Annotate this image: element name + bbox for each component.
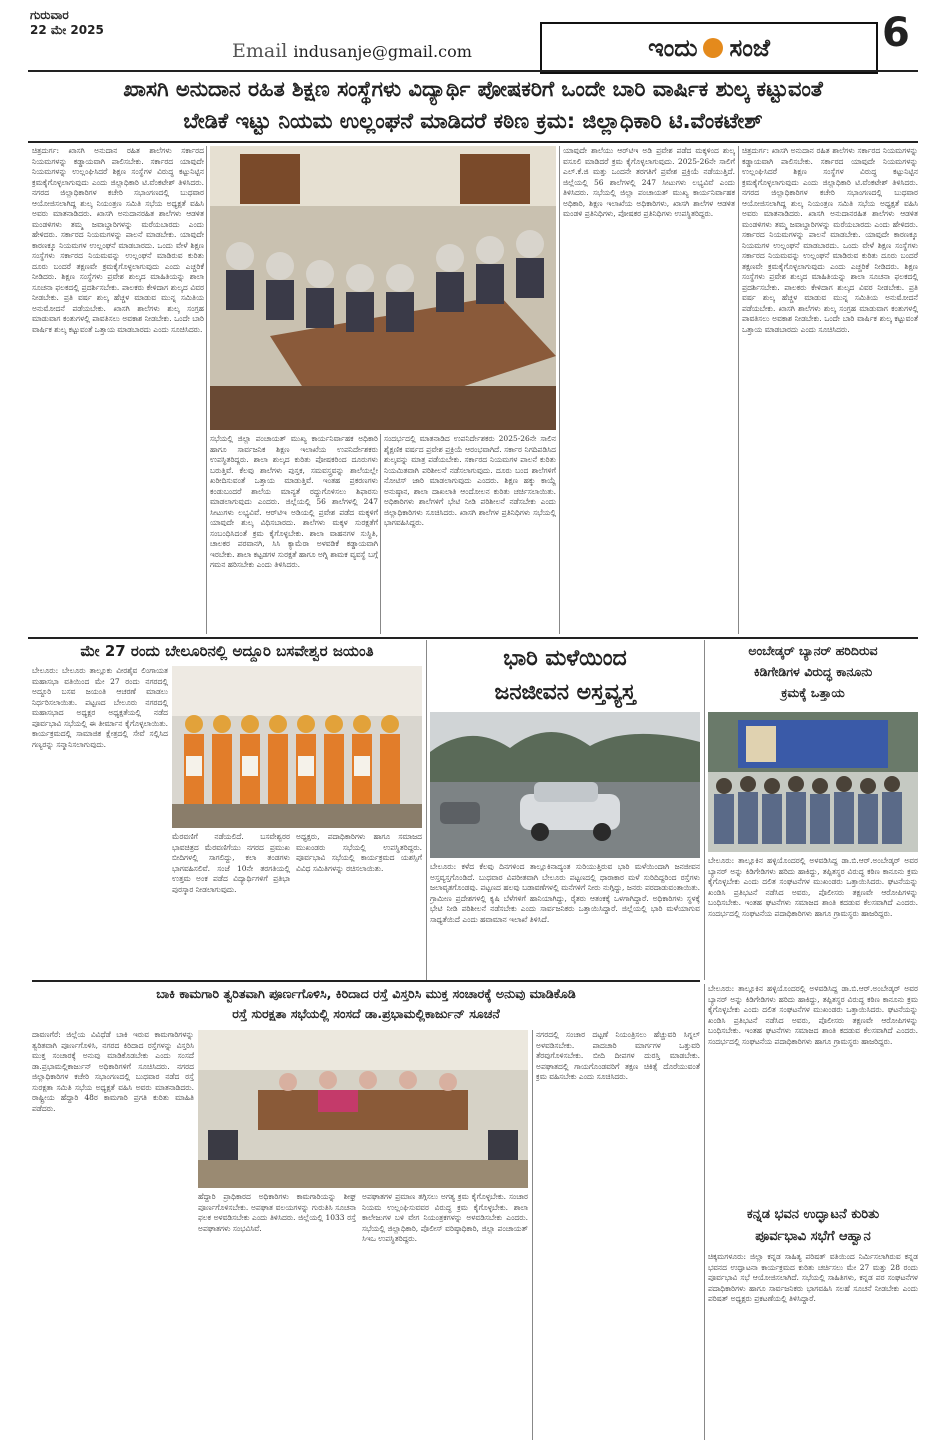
story3-body: ಬೇಲೂರು: ಕಳೆದ ಕೆಲವು ದಿನಗಳಿಂದ ತಾಲ್ಲೂಕಿನಾದ್ಯಂತ ಸುರಿಯುತ್ತಿರುವ ಭಾರಿ ಮಳೆಯಿಂದಾಗಿ ಜನಜೀವನ ಅಸ್ತವ್ಯಸ್ತಗೊಂಡಿದೆ. ಬುಧವಾರ ವಿಪರೀತವಾಗಿ ಬೇಲೂರು ಪಟ್ಟಣದಲ್ಲಿ ಧಾರಾಕಾರ ಮಳೆ ಸುರಿದಿದ್ದರಿಂದ ರಸ್ತೆಗಳು ಜಲಾವೃತಗೊಂಡವು. ಪಟ್ಟಣದ ಹಲವು ಬಡಾವಣೆಗಳಲ್ಲಿ ಮನೆಗಳಿಗೆ ನೀರು ನುಗ್ಗಿದ್ದು, ಜನರು ಪರದಾಡುವಂತಾಯಿತು. ಗ್ರಾಮೀಣ ಪ್ರದೇಶಗಳಲ್ಲಿ ಕೃಷಿ ಬೆಳೆಗಳಿಗೆ ಹಾನಿಯಾಗಿದ್ದು, ರೈತರು ಆತಂಕಕ್ಕೆ ಒಳಗಾಗಿದ್ದಾರೆ. ಅಧಿಕಾರಿಗಳು ಸ್ಥಳಕ್ಕೆ ಭೇಟಿ ನೀಡಿ ಪರಿಶೀಲನೆ ನಡೆಸಬೇಕು ಎಂದು ಸಾರ್ವಜನಿಕರು ಒತ್ತಾಯಿಸಿದ್ದಾರೆ. ಜಿಲ್ಲೆಯಲ್ಲಿ ಭಾರಿ ಮಳೆಯಾಗುವ ಸಾಧ್ಯತೆಯಿದೆ ಎಂದು ಹವಾಮಾನ ಇಲಾಖೆ ತಿಳಿಸಿದೆ. xyxy=(430,862,700,924)
story2-column-2: ಮೆರವಣಿಗೆ ನಡೆಯಲಿದೆ. ಬಸವೇಶ್ವರರ ಭಾವಚಿತ್ರದ ಮೆರವಣಿಗೆಯು ನಗರದ ಪ್ರಮುಖ ಬೀದಿಗಳಲ್ಲಿ ಸಾಗಲಿದ್ದು, ಕಲಾ ತಂಡಗಳು ಭಾಗವಹಿಸಲಿವೆ. ಸಂಜೆ 10ನೇ ತರಗತಿಯಲ್ಲಿ ಉತ್ತಮ ಅಂಕ ಪಡೆದ ವಿದ್ಯಾರ್ಥಿಗಳಿಗೆ ಪ್ರತಿಭಾ ಪುರಸ್ಕಾರ ನೀಡಲಾಗುವುದು. xyxy=(172,832,290,894)
story4-body-continued: ಬೇಲೂರು: ತಾಲ್ಲೂಕಿನ ಹಳ್ಳಿಯೊಂದರಲ್ಲಿ ಅಳವಡಿಸಿದ್ದ ಡಾ.ಬಿ.ಆರ್.ಅಂಬೇಡ್ಕರ್ ಅವರ ಬ್ಯಾನರ್ ಅನ್ನು ಕಿಡಿಗೇಡಿಗಳು ಹರಿದು ಹಾಕಿದ್ದು, ತಪ್ಪಿತಸ್ಥರ ವಿರುದ್ಧ ಕಠಿಣ ಕಾನೂನು ಕ್ರಮ ಕೈಗೊಳ್ಳಬೇಕು ಎಂದು ದಲಿತ ಸಂಘಟನೆಗಳ ಮುಖಂಡರು ಒತ್ತಾಯಿಸಿದರು. ಘಟನೆಯನ್ನು ಖಂಡಿಸಿ ಪ್ರತಿಭಟನೆ ನಡೆಸಿದ ಅವರು, ಪೊಲೀಸರು ತಕ್ಷಣವೇ ಆರೋಪಿಗಳನ್ನು ಬಂಧಿಸಬೇಕು. ಇಂತಹ ಘಟನೆಗಳು ಸಮಾಜದ ಶಾಂತಿ ಕದಡುವ ಕೆಲಸವಾಗಿದೆ ಎಂದರು. ಸಂದರ್ಭದಲ್ಲಿ ಸಂಘಟನೆಯ ಪದಾಧಿಕಾರಿಗಳು ಹಾಗೂ ಗ್ರಾಮಸ್ಥರು ಹಾಜರಿದ್ದರು. xyxy=(708,984,918,1046)
story2-photo xyxy=(172,666,422,828)
story1-column-1: ಚಿತ್ರದುರ್ಗ: ಖಾಸಗಿ ಅನುದಾನ ರಹಿತ ಶಾಲೆಗಳು ಸರ್ಕಾರದ ನಿಯಮಗಳನ್ನು ಕಡ್ಡಾಯವಾಗಿ ಪಾಲಿಸಬೇಕು. ಸರ್ಕಾರದ ಯಾವುದೇ ನಿಯಮಗಳನ್ನು ಉಲ್ಲಂಘಿಸಿದರೆ ಶಿಕ್ಷಣ ಸಂಸ್ಥೆಗಳ ವಿರುದ್ಧ ಕಟ್ಟುನಿಟ್ಟಿನ ಕ್ರಮಕೈಗೊಳ್ಳಲಾಗುವುದು ಎಂದು ಜಿಲ್ಲಾಧಿಕಾರಿ ಟಿ.ವೆಂಕಟೇಶ್ ತಿಳಿಸಿದರು. ನಗರದ ಜಿಲ್ಲಾಧಿಕಾರಿಗಳ ಕಚೇರಿ ಸಭಾಂಗಣದಲ್ಲಿ ಬುಧವಾರ ಆಯೋಜಿಸಲಾಗಿದ್ದ ಶುಲ್ಕ ನಿಯಂತ್ರಣ ಸಮಿತಿ ಸಭೆಯ ಅಧ್ಯಕ್ಷತೆ ವಹಿಸಿ ಅವರು ಮಾತನಾಡಿದರು. ಖಾಸಗಿ ಅನುದಾನರಹಿತ ಶಾಲೆಗಳು ಆಡಳಿತ ಮಂಡಳಿಗಳು ತಮ್ಮ ಜವಾಬ್ದಾರಿಗಳನ್ನು ಮರೆಯಬಾರದು ಎಂದು ಹೇಳಿದರು. ಸರ್ಕಾರದ ನಿಯಮಗಳನ್ನು ಪಾಲನೆ ಮಾಡಬೇಕು. ಯಾವುದೇ ಕಾರಣಕ್ಕೂ ನಿಯಮಗಳ ಉಲ್ಲಂಘನೆ ಮಾಡಬಾರದು. ಒಂದು ವೇಳೆ ಶಿಕ್ಷಣ ಸಂಸ್ಥೆಗಳು ಸರ್ಕಾರದ ನಿಯಮವನ್ನು ಉಲ್ಲಂಘನೆ ಮಾಡಿರುವ ಕುರಿತು ದೂರು ಬಂದರೆ ತಕ್ಷಣವೇ ಕ್ರಮಕೈಗೊಳ್ಳಲಾಗುವುದು ಎಂದು ಎಚ್ಚರಿಕೆ ನೀಡಿದರು. ಶಿಕ್ಷಣ ಸಂಸ್ಥೆಗಳು ಪ್ರವೇಶ ಶುಲ್ಕದ ಮಾಹಿತಿಯನ್ನು ಶಾಲಾ ಸೂಚನಾ ಫಲಕದಲ್ಲಿ ಪ್ರದರ್ಶಿಸಬೇಕು. ಪಾಲಕರು ಕೇಳಿದಾಗ ಶುಲ್ಕದ ವಿವರ ನೀಡಬೇಕು. ಪ್ರತಿ ವರ್ಷ ಶುಲ್ಕ ಹೆಚ್ಚಳ ಮಾಡುವ ಮುನ್ನ ಸಮಿತಿಯ ಅನುಮೋದನೆ ಪಡೆಯಬೇಕು. ಖಾಸಗಿ ಶಾಲೆಗಳು ಶುಲ್ಕ ಸಂಗ್ರಹ ಮಾಡುವಾಗ ಕಂತುಗಳಲ್ಲಿ ಪಾವತಿಸಲು ಅವಕಾಶ ನೀಡಬೇಕು. ಒಂದೇ ಬಾರಿ ವಾರ್ಷಿಕ ಶುಲ್ಕ ಕಟ್ಟುವಂತೆ ಒತ್ತಾಯ ಮಾಡಬಾರದು ಎಂದು ಸೂಚಿಸಿದರು. xyxy=(32,146,204,334)
divider xyxy=(28,141,918,143)
story5-column-1: ದಾವಣಗೆರೆ: ಜಿಲ್ಲೆಯ ವಿವಿಧೆಡೆ ಬಾಕಿ ಇರುವ ಕಾಮಗಾರಿಗಳನ್ನು ತ್ವರಿತವಾಗಿ ಪೂರ್ಣಗೊಳಿಸಿ, ನಗರದ ಕಿರಿದಾದ ರಸ್ತೆಗಳನ್ನು ವಿಸ್ತರಿಸಿ ಮುಕ್ತ ಸಂಚಾರಕ್ಕೆ ಅನುವು ಮಾಡಿಕೊಡಬೇಕು ಎಂದು ಸಂಸದೆ ಡಾ.ಪ್ರಭಾಮಲ್ಲಿಕಾರ್ಜುನ್ ಅಧಿಕಾರಿಗಳಿಗೆ ಸೂಚಿಸಿದರು. ನಗರದ ಜಿಲ್ಲಾಧಿಕಾರಿಗಳ ಕಚೇರಿ ಸಭಾಂಗಣದಲ್ಲಿ ಬುಧವಾರ ನಡೆದ ರಸ್ತೆ ಸುರಕ್ಷತಾ ಸಮಿತಿ ಸಭೆಯ ಅಧ್ಯಕ್ಷತೆ ವಹಿಸಿ ಅವರು ಮಾತನಾಡಿದರು. ರಾಷ್ಟ್ರೀಯ ಹೆದ್ದಾರಿ 48ರ ಕಾಮಗಾರಿ ಪ್ರಗತಿ ಕುರಿತು ಮಾಹಿತಿ ಪಡೆದರು. xyxy=(32,1030,194,1113)
email-label: Email xyxy=(232,40,288,62)
story1-headline-1: ಖಾಸಗಿ ಅನುದಾನ ರಹಿತ ಶಿಕ್ಷಣ ಸಂಸ್ಥೆಗಳು ವಿದ್ಯಾರ್ಥಿ ಪೋಷಕರಿಗೆ ಒಂದೇ ಬಾರಿ ವಾರ್ಷಿಕ ಶುಲ್ಕ ಕಟ್ಟುವಂತೆ xyxy=(123,77,823,101)
story4-headline xyxy=(708,640,918,703)
rain-street-photo-icon xyxy=(430,712,700,858)
meeting-photo-icon xyxy=(210,146,556,430)
story3-headline-2: ಜನಜೀವನ ಅಸ್ತವ್ಯಸ್ತ xyxy=(494,680,636,705)
story1-photo xyxy=(210,146,556,430)
story6-headline xyxy=(708,1204,918,1248)
story1-headline-2: ಬೇಡಿಕೆ ಇಟ್ಟು ನಿಯಮ ಉಲ್ಲಂಘನೆ ಮಾಡಿದರೆ ಕಠಿಣ ಕ್ರಮ: ಜಿಲ್ಲಾಧಿಕಾರಿ ಟಿ.ವೆಂಕಟೇಶ್ xyxy=(183,109,763,133)
story1-column-3: ಸಂದರ್ಭದಲ್ಲಿ ಮಾತನಾಡಿದ ಉಪನಿರ್ದೇಶಕರು 2025-26ನೇ ಸಾಲಿನ ಶೈಕ್ಷಣಿಕ ವರ್ಷದ ಪ್ರವೇಶ ಪ್ರಕ್ರಿಯೆ ಆರಂಭವಾಗಿದೆ. ಸರ್ಕಾರ ನಿಗದಿಪಡಿಸಿದ ಶುಲ್ಕವನ್ನು ಮಾತ್ರ ಪಡೆಯಬೇಕು. ಸರ್ಕಾರದ ನಿಯಮಗಳ ಪಾಲನೆ ಕುರಿತು ನಿಯಮಿತವಾಗಿ ಪರಿಶೀಲನೆ ನಡೆಸಲಾಗುವುದು. ದೂರು ಬಂದ ಶಾಲೆಗಳಿಗೆ ನೋಟಿಸ್ ಜಾರಿ ಮಾಡಲಾಗುವುದು ಎಂದರು. ಶಿಕ್ಷಣ ಹಕ್ಕು ಕಾಯ್ದೆ ಅನುಷ್ಠಾನ, ಶಾಲಾ ದಾಖಲಾತಿ ಆಂದೋಲನ ಕುರಿತು ಚರ್ಚಿಸಲಾಯಿತು. ಅಧಿಕಾರಿಗಳು ಶಾಲೆಗಳಿಗೆ ಭೇಟಿ ನೀಡಿ ಪರಿಶೀಲನೆ ನಡೆಸಬೇಕು ಎಂದು ಜಿಲ್ಲಾಧಿಕಾರಿಗಳು ಸೂಚಿಸಿದರು. ಖಾಸಗಿ ಶಾಲೆಗಳ ಪ್ರತಿನಿಧಿಗಳು ಸಭೆಯಲ್ಲಿ ಭಾಗವಹಿಸಿದ್ದರು. xyxy=(384,434,556,527)
story1-column-4: ಯಾವುದೇ ಶಾಲೆಯು ಆರ್‌ಟಿಇ ಅಡಿ ಪ್ರವೇಶ ಪಡೆದ ಮಕ್ಕಳಿಂದ ಶುಲ್ಕ ವಸೂಲಿ ಮಾಡಿದರೆ ಕ್ರಮ ಕೈಗೊಳ್ಳಲಾಗುವುದು. 2025-26ನೇ ಸಾಲಿಗೆ ಎಲ್‌.ಕೆ.ಜಿ ಮತ್ತು ಒಂದನೇ ತರಗತಿಗೆ ಪ್ರವೇಶ ಪ್ರಕ್ರಿಯೆ ನಡೆಯುತ್ತಿದೆ. ಜಿಲ್ಲೆಯಲ್ಲಿ 56 ಶಾಲೆಗಳಲ್ಲಿ 247 ಸೀಟುಗಳು ಲಭ್ಯವಿವೆ ಎಂದು ತಿಳಿಸಿದರು. ಸಭೆಯಲ್ಲಿ ಜಿಲ್ಲಾ ಪಂಚಾಯತ್ ಮುಖ್ಯ ಕಾರ್ಯನಿರ್ವಾಹಕ ಅಧಿಕಾರಿ, ಶಿಕ್ಷಣ ಇಲಾಖೆಯ ಅಧಿಕಾರಿಗಳು, ಖಾಸಗಿ ಶಾಲೆಗಳ ಆಡಳಿತ ಮಂಡಳಿ ಪ್ರತಿನಿಧಿಗಳು, ಪೋಷಕರ ಪ್ರತಿನಿಧಿಗಳು ಉಪಸ್ಥಿತರಿದ್ದರು. xyxy=(563,146,735,218)
column-divider xyxy=(559,146,560,634)
story6-body: ಚಿಕ್ಕಮಗಳೂರು: ಜಿಲ್ಲಾ ಕನ್ನಡ ಸಾಹಿತ್ಯ ಪರಿಷತ್ ವತಿಯಿಂದ ನಿರ್ಮಿಸಲಾಗಿರುವ ಕನ್ನಡ ಭವನದ ಉದ್ಘಾಟನಾ ಕಾರ್ಯಕ್ರಮದ ಕುರಿತು ಚರ್ಚಿಸಲು ಮೇ 27 ಮತ್ತು 28 ರಂದು ಪೂರ್ವಭಾವಿ ಸಭೆ ಆಯೋಜಿಸಲಾಗಿದೆ. ಸಭೆಯಲ್ಲಿ ಸಾಹಿತಿಗಳು, ಕನ್ನಡ ಪರ ಸಂಘಟನೆಗಳ ಪದಾಧಿಕಾರಿಗಳು ಹಾಗೂ ಸಾರ್ವಜನಿಕರು ಭಾಗವಹಿಸಿ ಸಲಹೆ ಸೂಚನೆ ನೀಡಬೇಕು ಎಂದು ಪರಿಷತ್ ಅಧ್ಯಕ್ಷರು ಪ್ರಕಟಣೆಯಲ್ಲಿ ತಿಳಿಸಿದ್ದಾರೆ. xyxy=(708,1252,918,1303)
story5-column-2: ಹೆದ್ದಾರಿ ಪ್ರಾಧಿಕಾರದ ಅಧಿಕಾರಿಗಳು ಕಾಮಗಾರಿಯನ್ನು ಶೀಘ್ರ ಪೂರ್ಣಗೊಳಿಸಬೇಕು. ಅಪಘಾತ ವಲಯಗಳನ್ನು ಗುರುತಿಸಿ ಸೂಚನಾ ಫಲಕ ಅಳವಡಿಸಬೇಕು ಎಂದು ತಿಳಿಸಿದರು. ಜಿಲ್ಲೆಯಲ್ಲಿ 1033 ರಸ್ತೆ ಅಪಘಾತಗಳು ಸಂಭವಿಸಿವೆ. xyxy=(198,1192,356,1233)
column-divider xyxy=(426,640,427,980)
story6-headline-1: ಕನ್ನಡ ಭವನ ಉದ್ಘಾಟನೆ ಕುರಿತು xyxy=(746,1207,880,1222)
masthead xyxy=(0,0,945,72)
story5-photo xyxy=(198,1030,528,1188)
column-divider xyxy=(704,984,705,1440)
story2-column-3: ಅಧ್ಯಕ್ಷರು, ಪದಾಧಿಕಾರಿಗಳು ಹಾಗೂ ಸಮಾಜದ ಮುಖಂಡರು ಸಭೆಯಲ್ಲಿ ಉಪಸ್ಥಿತರಿದ್ದರು. ಪೂರ್ವಭಾವಿ ಸಭೆಯಲ್ಲಿ ಕಾರ್ಯಕ್ರಮದ ಯಶಸ್ಸಿಗೆ ವಿವಿಧ ಸಮಿತಿಗಳನ್ನು ರಚಿಸಲಾಯಿತು. xyxy=(296,832,422,873)
story5-column-3: ಅಪಘಾತಗಳ ಪ್ರಮಾಣ ತಗ್ಗಿಸಲು ಅಗತ್ಯ ಕ್ರಮ ಕೈಗೊಳ್ಳಬೇಕು. ಸಂಚಾರ ನಿಯಮ ಉಲ್ಲಂಘಿಸುವವರ ವಿರುದ್ಧ ಕ್ರಮ ಕೈಗೊಳ್ಳಬೇಕು. ಶಾಲಾ ಕಾಲೇಜುಗಳ ಬಳಿ ವೇಗ ನಿಯಂತ್ರಕಗಳನ್ನು ಅಳವಡಿಸಬೇಕು ಎಂದರು. ಸಭೆಯಲ್ಲಿ ಜಿಲ್ಲಾಧಿಕಾರಿ, ಪೊಲೀಸ್ ವರಿಷ್ಠಾಧಿಕಾರಿ, ಜಿಲ್ಲಾ ಪಂಚಾಯತ್ ಸಿಇಒ ಉಪಸ್ಥಿತರಿದ್ದರು. xyxy=(362,1192,528,1243)
issue-date xyxy=(30,8,104,38)
issue-date-text: 22 ಮೇ 2025 xyxy=(30,23,104,37)
story2-headline: ಮೇ 27 ರಂದು ಬೇಲೂರಿನಲ್ಲಿ ಅದ್ದೂರಿ ಬಸವೇಶ್ವರ ಜಯಂತಿ xyxy=(80,642,374,660)
logo-right-text: ಸಂಜೆ xyxy=(729,34,770,62)
column-divider xyxy=(704,640,705,980)
column-divider xyxy=(532,1030,533,1440)
story1-column-5: ಚಿತ್ರದುರ್ಗ: ಖಾಸಗಿ ಅನುದಾನ ರಹಿತ ಶಾಲೆಗಳು ಸರ್ಕಾರದ ನಿಯಮಗಳನ್ನು ಕಡ್ಡಾಯವಾಗಿ ಪಾಲಿಸಬೇಕು. ಸರ್ಕಾರದ ಯಾವುದೇ ನಿಯಮಗಳನ್ನು ಉಲ್ಲಂಘಿಸಿದರೆ ಶಿಕ್ಷಣ ಸಂಸ್ಥೆಗಳ ವಿರುದ್ಧ ಕಟ್ಟುನಿಟ್ಟಿನ ಕ್ರಮಕೈಗೊಳ್ಳಲಾಗುವುದು ಎಂದು ಜಿಲ್ಲಾಧಿಕಾರಿ ಟಿ.ವೆಂಕಟೇಶ್ ತಿಳಿಸಿದರು. ನಗರದ ಜಿಲ್ಲಾಧಿಕಾರಿಗಳ ಕಚೇರಿ ಸಭಾಂಗಣದಲ್ಲಿ ಬುಧವಾರ ಆಯೋಜಿಸಲಾಗಿದ್ದ ಶುಲ್ಕ ನಿಯಂತ್ರಣ ಸಮಿತಿ ಸಭೆಯ ಅಧ್ಯಕ್ಷತೆ ವಹಿಸಿ ಅವರು ಮಾತನಾಡಿದರು. ಖಾಸಗಿ ಅನುದಾನರಹಿತ ಶಾಲೆಗಳು ಆಡಳಿತ ಮಂಡಳಿಗಳು ತಮ್ಮ ಜವಾಬ್ದಾರಿಗಳನ್ನು ಮರೆಯಬಾರದು ಎಂದು ಹೇಳಿದರು. ಸರ್ಕಾರದ ನಿಯಮಗಳನ್ನು ಪಾಲನೆ ಮಾಡಬೇಕು. ಯಾವುದೇ ಕಾರಣಕ್ಕೂ ನಿಯಮಗಳ ಉಲ್ಲಂಘನೆ ಮಾಡಬಾರದು. ಒಂದು ವೇಳೆ ಶಿಕ್ಷಣ ಸಂಸ್ಥೆಗಳು ಸರ್ಕಾರದ ನಿಯಮವನ್ನು ಉಲ್ಲಂಘನೆ ಮಾಡಿರುವ ಕುರಿತು ದೂರು ಬಂದರೆ ತಕ್ಷಣವೇ ಕ್ರಮಕೈಗೊಳ್ಳಲಾಗುವುದು ಎಂದು ಎಚ್ಚರಿಕೆ ನೀಡಿದರು. ಶಿಕ್ಷಣ ಸಂಸ್ಥೆಗಳು ಪ್ರವೇಶ ಶುಲ್ಕದ ಮಾಹಿತಿಯನ್ನು ಶಾಲಾ ಸೂಚನಾ ಫಲಕದಲ್ಲಿ ಪ್ರದರ್ಶಿಸಬೇಕು. ಪಾಲಕರು ಕೇಳಿದಾಗ ಶುಲ್ಕದ ವಿವರ ನೀಡಬೇಕು. ಪ್ರತಿ ವರ್ಷ ಶುಲ್ಕ ಹೆಚ್ಚಳ ಮಾಡುವ ಮುನ್ನ ಸಮಿತಿಯ ಅನುಮೋದನೆ ಪಡೆಯಬೇಕು. ಖಾಸಗಿ ಶಾಲೆಗಳು ಶುಲ್ಕ ಸಂಗ್ರಹ ಮಾಡುವಾಗ ಕಂತುಗಳಲ್ಲಿ ಪಾವತಿಸಲು ಅವಕಾಶ ನೀಡಬೇಕು. ಒಂದೇ ಬಾರಿ ವಾರ್ಷಿಕ ಶುಲ್ಕ ಕಟ್ಟುವಂತೆ ಒತ್ತಾಯ ಮಾಡಬಾರದು ಎಂದು ಸೂಚಿಸಿದರು. xyxy=(742,146,918,334)
sun-icon xyxy=(703,38,723,58)
newspaper-logo xyxy=(540,22,878,74)
logo-left-text: ಇಂದು xyxy=(648,34,698,62)
story5-column-4: ನಗರದಲ್ಲಿ ಸಂಚಾರ ದಟ್ಟಣೆ ನಿಯಂತ್ರಿಸಲು ಹೆಚ್ಚುವರಿ ಸಿಗ್ನಲ್ ಅಳವಡಿಸಬೇಕು. ಪಾದಚಾರಿ ಮಾರ್ಗಗಳ ಒತ್ತುವರಿ ತೆರವುಗೊಳಿಸಬೇಕು. ಬೀದಿ ದೀಪಗಳ ದುರಸ್ತಿ ಮಾಡಬೇಕು. ಅಪಘಾತದಲ್ಲಿ ಗಾಯಗೊಂಡವರಿಗೆ ತಕ್ಷಣ ಚಿಕಿತ್ಸೆ ದೊರೆಯುವಂತೆ ಕ್ರಮ ವಹಿಸಬೇಕು ಎಂದು ಸೂಚಿಸಿದರು. xyxy=(536,1030,700,1081)
story2-column-1: ಬೇಲೂರು: ಬೇಲೂರು ತಾಲ್ಲೂಕು ವೀರಶೈವ ಲಿಂಗಾಯತ ಮಹಾಸಭಾ ವತಿಯಿಂದ ಮೇ 27 ರಂದು ನಗರದಲ್ಲಿ ಅದ್ದೂರಿ ಬಸವ ಜಯಂತಿ ಆಚರಣೆ ಮಾಡಲು ನಿರ್ಧರಿಸಲಾಯಿತು. ಪಟ್ಟಣದ ಬೇಲೂರು ನಗರದಲ್ಲಿ ಮಹಾಸಭಾದ ಅಧ್ಯಕ್ಷರ ಅಧ್ಯಕ್ಷತೆಯಲ್ಲಿ ನಡೆದ ಪೂರ್ವಭಾವಿ ಸಭೆಯಲ್ಲಿ ಈ ತೀರ್ಮಾನ ಕೈಗೊಳ್ಳಲಾಯಿತು. ಕಾರ್ಯಕ್ರಮದಲ್ಲಿ ಸಾಮಾಜಿಕ ಕ್ಷೇತ್ರದಲ್ಲಿ ಸೇವೆ ಸಲ್ಲಿಸಿದ ಗಣ್ಯರನ್ನು ಸನ್ಮಾನಿಸಲಾಗುವುದು. xyxy=(32,666,168,749)
story6-headline-2: ಪೂರ್ವಭಾವಿ ಸಭೆಗೆ ಆಹ್ವಾನ xyxy=(755,1229,871,1244)
page-number: 6 xyxy=(882,10,910,56)
divider xyxy=(32,980,700,982)
column-divider xyxy=(380,434,381,634)
email-line xyxy=(232,40,472,62)
story5-headline-1: ಬಾಕಿ ಕಾಮಗಾರಿ ತ್ವರಿತವಾಗಿ ಪೂರ್ಣಗೊಳಿಸಿ, ಕಿರಿದಾದ ರಸ್ತೆ ವಿಸ್ತರಿಸಿ ಮುಕ್ತ ಸಂಚಾರಕ್ಕೆ ಅನುವು ಮಾಡಿಕೊಡಿ xyxy=(156,986,576,1001)
column-divider xyxy=(206,146,207,634)
story3-headline-1: ಭಾರಿ ಮಳೆಯಿಂದ xyxy=(503,646,627,671)
story4-headline-3: ಕ್ರಮಕ್ಕೆ ಒತ್ತಾಯ xyxy=(781,685,845,700)
story4-photo xyxy=(708,712,918,852)
divider xyxy=(28,70,918,72)
story1-column-2: ಸಭೆಯಲ್ಲಿ ಜಿಲ್ಲಾ ಪಂಚಾಯತ್ ಮುಖ್ಯ ಕಾರ್ಯನಿರ್ವಾಹಕ ಅಧಿಕಾರಿ ಹಾಗೂ ಸಾರ್ವಜನಿಕ ಶಿಕ್ಷಣ ಇಲಾಖೆಯ ಉಪನಿರ್ದೇಶಕರು ಉಪಸ್ಥಿತರಿದ್ದರು. ಶಾಲಾ ಶುಲ್ಕದ ಕುರಿತು ಪೋಷಕರಿಂದ ದೂರುಗಳು ಬರುತ್ತಿವೆ. ಕೆಲವು ಶಾಲೆಗಳು ಪುಸ್ತಕ, ಸಮವಸ್ತ್ರವನ್ನು ಶಾಲೆಯಲ್ಲೇ ಖರೀದಿಸುವಂತೆ ಒತ್ತಾಯ ಮಾಡುತ್ತಿವೆ. ಇಂತಹ ಪ್ರಕರಣಗಳು ಕಂಡುಬಂದರೆ ಶಾಲೆಯ ಮಾನ್ಯತೆ ರದ್ದುಗೊಳಿಸಲು ಶಿಫಾರಸು ಮಾಡಲಾಗುವುದು ಎಂದರು. ಜಿಲ್ಲೆಯಲ್ಲಿ 56 ಶಾಲೆಗಳಲ್ಲಿ 247 ಸೀಟುಗಳು ಲಭ್ಯವಿವೆ. ಆರ್‌ಟಿಇ ಅಡಿಯಲ್ಲಿ ಪ್ರವೇಶ ಪಡೆದ ಮಕ್ಕಳಿಗೆ ಯಾವುದೇ ಶುಲ್ಕ ವಿಧಿಸಬಾರದು. ಶಾಲೆಗಳು ಮಕ್ಕಳ ಸುರಕ್ಷತೆಗೆ ಸಂಬಂಧಿಸಿದಂತೆ ಕ್ರಮ ಕೈಗೊಳ್ಳಬೇಕು. ಶಾಲಾ ವಾಹನಗಳ ಸುಸ್ಥಿತಿ, ಚಾಲಕರ ಪರವಾನಗಿ, ಸಿಸಿ ಕ್ಯಾಮೆರಾ ಅಳವಡಿಕೆ ಕಡ್ಡಾಯವಾಗಿ ಇರಬೇಕು. ಶಾಲಾ ಕಟ್ಟಡಗಳ ಸುರಕ್ಷತೆ ಹಾಗೂ ಅಗ್ನಿ ಶಾಮಕ ವ್ಯವಸ್ಥೆ ಬಗ್ಗೆ ಗಮನ ಹರಿಸಬೇಕು ಎಂದು ತಿಳಿಸಿದರು. xyxy=(210,434,378,569)
story4-headline-2: ಕಿಡಿಗೇಡಿಗಳ ವಿರುದ್ಧ ಕಾನೂನು xyxy=(753,664,873,679)
story4-headline-1: ಅಂಬೇಡ್ಕರ್ ಬ್ಯಾನರ್ ಹರಿದಿರುವ xyxy=(748,643,878,658)
story5-headline-2: ರಸ್ತೆ ಸುರಕ್ಷತಾ ಸಭೆಯಲ್ಲಿ ಸಂಸದೆ ಡಾ.ಪ್ರಭಾಮಲ್ಲಿಕಾರ್ಜುನ್ ಸೂಚನೆ xyxy=(232,1006,500,1021)
story4-body: ಬೇಲೂರು: ತಾಲ್ಲೂಕಿನ ಹಳ್ಳಿಯೊಂದರಲ್ಲಿ ಅಳವಡಿಸಿದ್ದ ಡಾ.ಬಿ.ಆರ್.ಅಂಬೇಡ್ಕರ್ ಅವರ ಬ್ಯಾನರ್ ಅನ್ನು ಕಿಡಿಗೇಡಿಗಳು ಹರಿದು ಹಾಕಿದ್ದು, ತಪ್ಪಿತಸ್ಥರ ವಿರುದ್ಧ ಕಠಿಣ ಕಾನೂನು ಕ್ರಮ ಕೈಗೊಳ್ಳಬೇಕು ಎಂದು ದಲಿತ ಸಂಘಟನೆಗಳ ಮುಖಂಡರು ಒತ್ತಾಯಿಸಿದರು. ಘಟನೆಯನ್ನು ಖಂಡಿಸಿ ಪ್ರತಿಭಟನೆ ನಡೆಸಿದ ಅವರು, ಪೊಲೀಸರು ತಕ್ಷಣವೇ ಆರೋಪಿಗಳನ್ನು ಬಂಧಿಸಬೇಕು. ಇಂತಹ ಘಟನೆಗಳು ಸಮಾಜದ ಶಾಂತಿ ಕದಡುವ ಕೆಲಸವಾಗಿದೆ ಎಂದರು. ಸಂದರ್ಭದಲ್ಲಿ ಸಂಘಟನೆಯ ಪದಾಧಿಕಾರಿಗಳು ಹಾಗೂ ಗ್ರಾಮಸ್ಥರು ಹಾಜರಿದ್ದರು. xyxy=(708,856,918,918)
story3-headline xyxy=(430,642,700,710)
divider xyxy=(28,637,918,639)
road-safety-meeting-photo-icon xyxy=(198,1030,528,1188)
protest-photo-icon xyxy=(708,712,918,852)
story3-photo xyxy=(430,712,700,858)
email-address: indusanje@gmail.com xyxy=(293,42,472,61)
group-photo-icon xyxy=(172,666,422,828)
column-divider xyxy=(738,146,739,634)
issue-day: ಗುರುವಾರ xyxy=(30,8,69,22)
story5-headline xyxy=(32,984,700,1024)
